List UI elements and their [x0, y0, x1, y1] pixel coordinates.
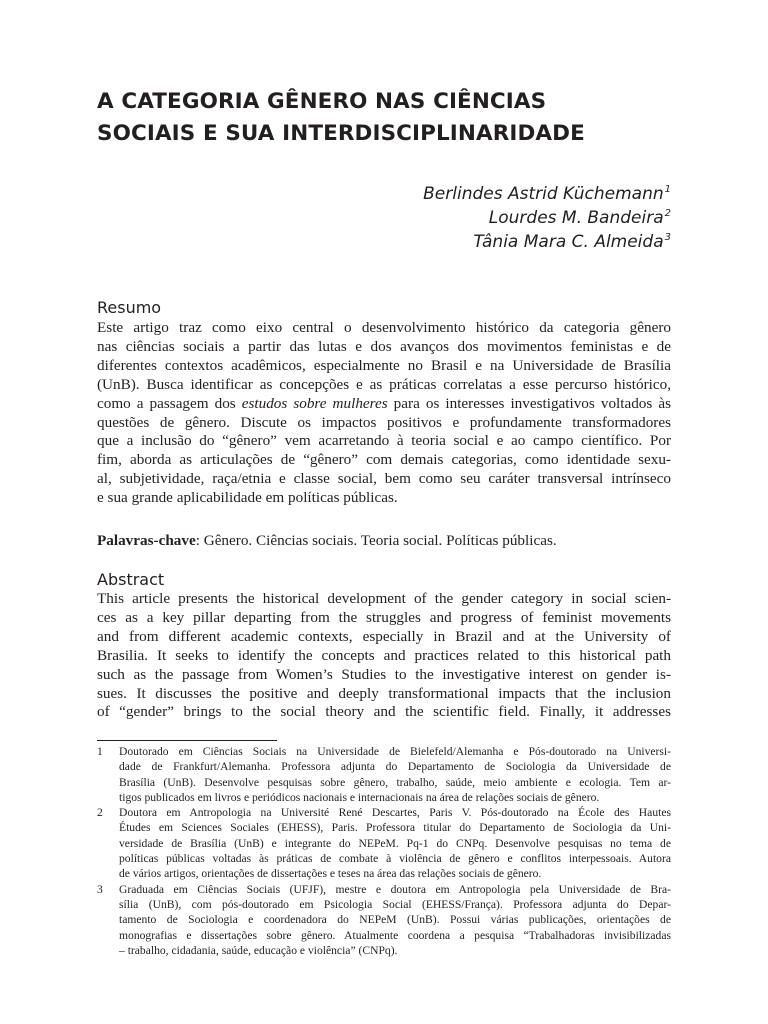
footnote-line: Brasília (UnB). Desenvolve pesquisas sobre gênero, trabalho, saúde, meio ambiente e ecologia. Tem ar- [119, 775, 671, 789]
resumo-paragraph [97, 319, 671, 508]
footnote-number: 1 [97, 745, 103, 758]
resumo-text-run: para os interesses investigativos voltados às [387, 394, 671, 412]
abstract-line: and from different academic contexts, especially in Brazil and at the University of [97, 627, 671, 645]
footnote-line: monografias e dissertações sobre gênero. Atualmente coordena a pesquisa “Trabalhadoras invisibilizadas [119, 928, 671, 942]
footnotes [97, 744, 671, 958]
title-line-2: SOCIAIS E SUA INTERDISCIPLINARIDADE [97, 121, 585, 146]
resumo-line: Este artigo traz como eixo central o desenvolvimento histórico da categoria gênero [97, 319, 671, 336]
author-1 [423, 182, 671, 206]
author-name: Berlindes Astrid Küchemann [423, 184, 664, 204]
footnote-line: Graduada em Ciências Sociais (UFJF), mestre e doutora em Antropologia pela Universidade de Bra- [119, 882, 671, 896]
footnote-line: políticas públicas voltadas às práticas de combate à violência de gênero e conflitos interpessoais. Autora [119, 852, 671, 866]
footnote-line: Doutorado em Ciências Sociais na Universidade de Bielefeld/Alemanha e Pós-doutorado na Universi- [119, 745, 671, 758]
footnote-line: – trabalho, cidadania, saúde, educação e violência” (CNPq). [119, 943, 398, 957]
resumo-line [97, 395, 671, 414]
title-line-1: A CATEGORIA GÊNERO NAS CIÊNCIAS [97, 89, 547, 114]
keywords [97, 531, 671, 550]
author-name: Tânia Mara C. Almeida [473, 232, 664, 252]
abstract-line: of “gender” brings to the social theory and the scientific field. Finally, it addresses [97, 703, 671, 721]
footnote-1 [97, 744, 671, 805]
footnote-2 [97, 805, 671, 881]
footnote-number: 3 [97, 882, 103, 896]
footnote-ref: 1 [664, 184, 671, 195]
resumo-text-run: como a passagem dos [97, 394, 242, 412]
abstract-line: such as the passage from Women’s Studies to the investigative interest on gender is- [97, 665, 671, 683]
resumo-line: (UnB). Busca identificar as concepções e as práticas correlatas a esse percurso histórico, [97, 375, 671, 393]
footnote-ref: 3 [664, 232, 671, 243]
keywords-label: Palavras-chave [97, 532, 196, 549]
footnote-line: tigos publicados em livros e periódicos nacionais e internacionais na área de relações sociais de gênero. [119, 790, 600, 804]
footnote-ref: 2 [664, 208, 671, 219]
resumo-line: que a inclusão do “gênero” vem acarretando à teoria social e ao campo científico. Por [97, 432, 671, 450]
footnote-line: sília (UnB), com pós-doutorado em Psicologia Social (EHESS/França). Professora adjunta do Depar- [119, 897, 671, 911]
resumo-italic-term: estudos sobre mulheres [241, 394, 388, 412]
footnote-line: Doutora em Antropologia na Université René Descartes, Paris V. Pós-doutorado na École des Hautes [119, 806, 671, 820]
abstract-paragraph [97, 590, 671, 722]
resumo-line: fim, aborda as articulações de “gênero” com demais categorias, como identidade sexu- [97, 451, 671, 469]
footnote-line: Études em Sciences Sociales (EHESS), Paris. Professora titular do Departamento de Sociologia da Uni- [119, 821, 671, 835]
abstract-heading: Abstract [97, 570, 165, 589]
author-list [423, 182, 671, 254]
author-name: Lourdes M. Bandeira [488, 208, 664, 228]
footnote-line: versidade de Brasília (UnB) e integrante do NEPeM. Pq-1 do CNPq. Desenvolve pesquisas no tema de [119, 836, 671, 850]
author-2 [423, 206, 671, 230]
resumo-heading: Resumo [97, 298, 162, 317]
resumo-line: questões de gênero. Discute os impactos positivos e profundamente transformadores [97, 413, 671, 431]
resumo-line: e sua grande aplicabilidade em políticas públicas. [97, 489, 398, 507]
resumo-line: diferentes contextos acadêmicos, especialmente no Brasil e na Universidade de Brasília [97, 356, 671, 374]
footnote-line: tamento de Sociologia e coordenadora do NEPeM (UnB). Possui várias publicações, orientações de [119, 913, 671, 927]
footnote-divider [97, 740, 277, 741]
abstract-line: This article presents the historical development of the gender category in social scien- [97, 590, 671, 607]
article-title [97, 86, 697, 150]
resumo-line: nas ciências sociais a partir das lutas e dos avanços dos movimentos feministas e de [97, 337, 671, 355]
footnote-3 [97, 882, 671, 958]
abstract-line: Brasilia. It seeks to identify the concepts and practices related to this historical path [97, 646, 671, 664]
footnote-line: dade de Frankfurt/Alemanha. Professora adjunta do Departamento de Sociologia da Universidade de [119, 760, 671, 774]
footnote-number: 2 [97, 806, 103, 820]
author-3 [423, 230, 671, 254]
resumo-line: al, subjetividade, raça/etnia e classe social, bem como seu caráter transversal intrínseco [97, 470, 671, 488]
abstract-line: ces as a key pillar departing from the struggles and progress of feminist movements [97, 608, 671, 626]
keywords-text: : Gênero. Ciências sociais. Teoria social. Políticas públicas. [195, 532, 557, 549]
footnote-line: de vários artigos, orientações de dissertações e teses na área das relações sociais de gênero. [119, 867, 542, 881]
abstract-line: sues. It discusses the positive and deeply transformational impacts that the inclusion [97, 684, 671, 702]
